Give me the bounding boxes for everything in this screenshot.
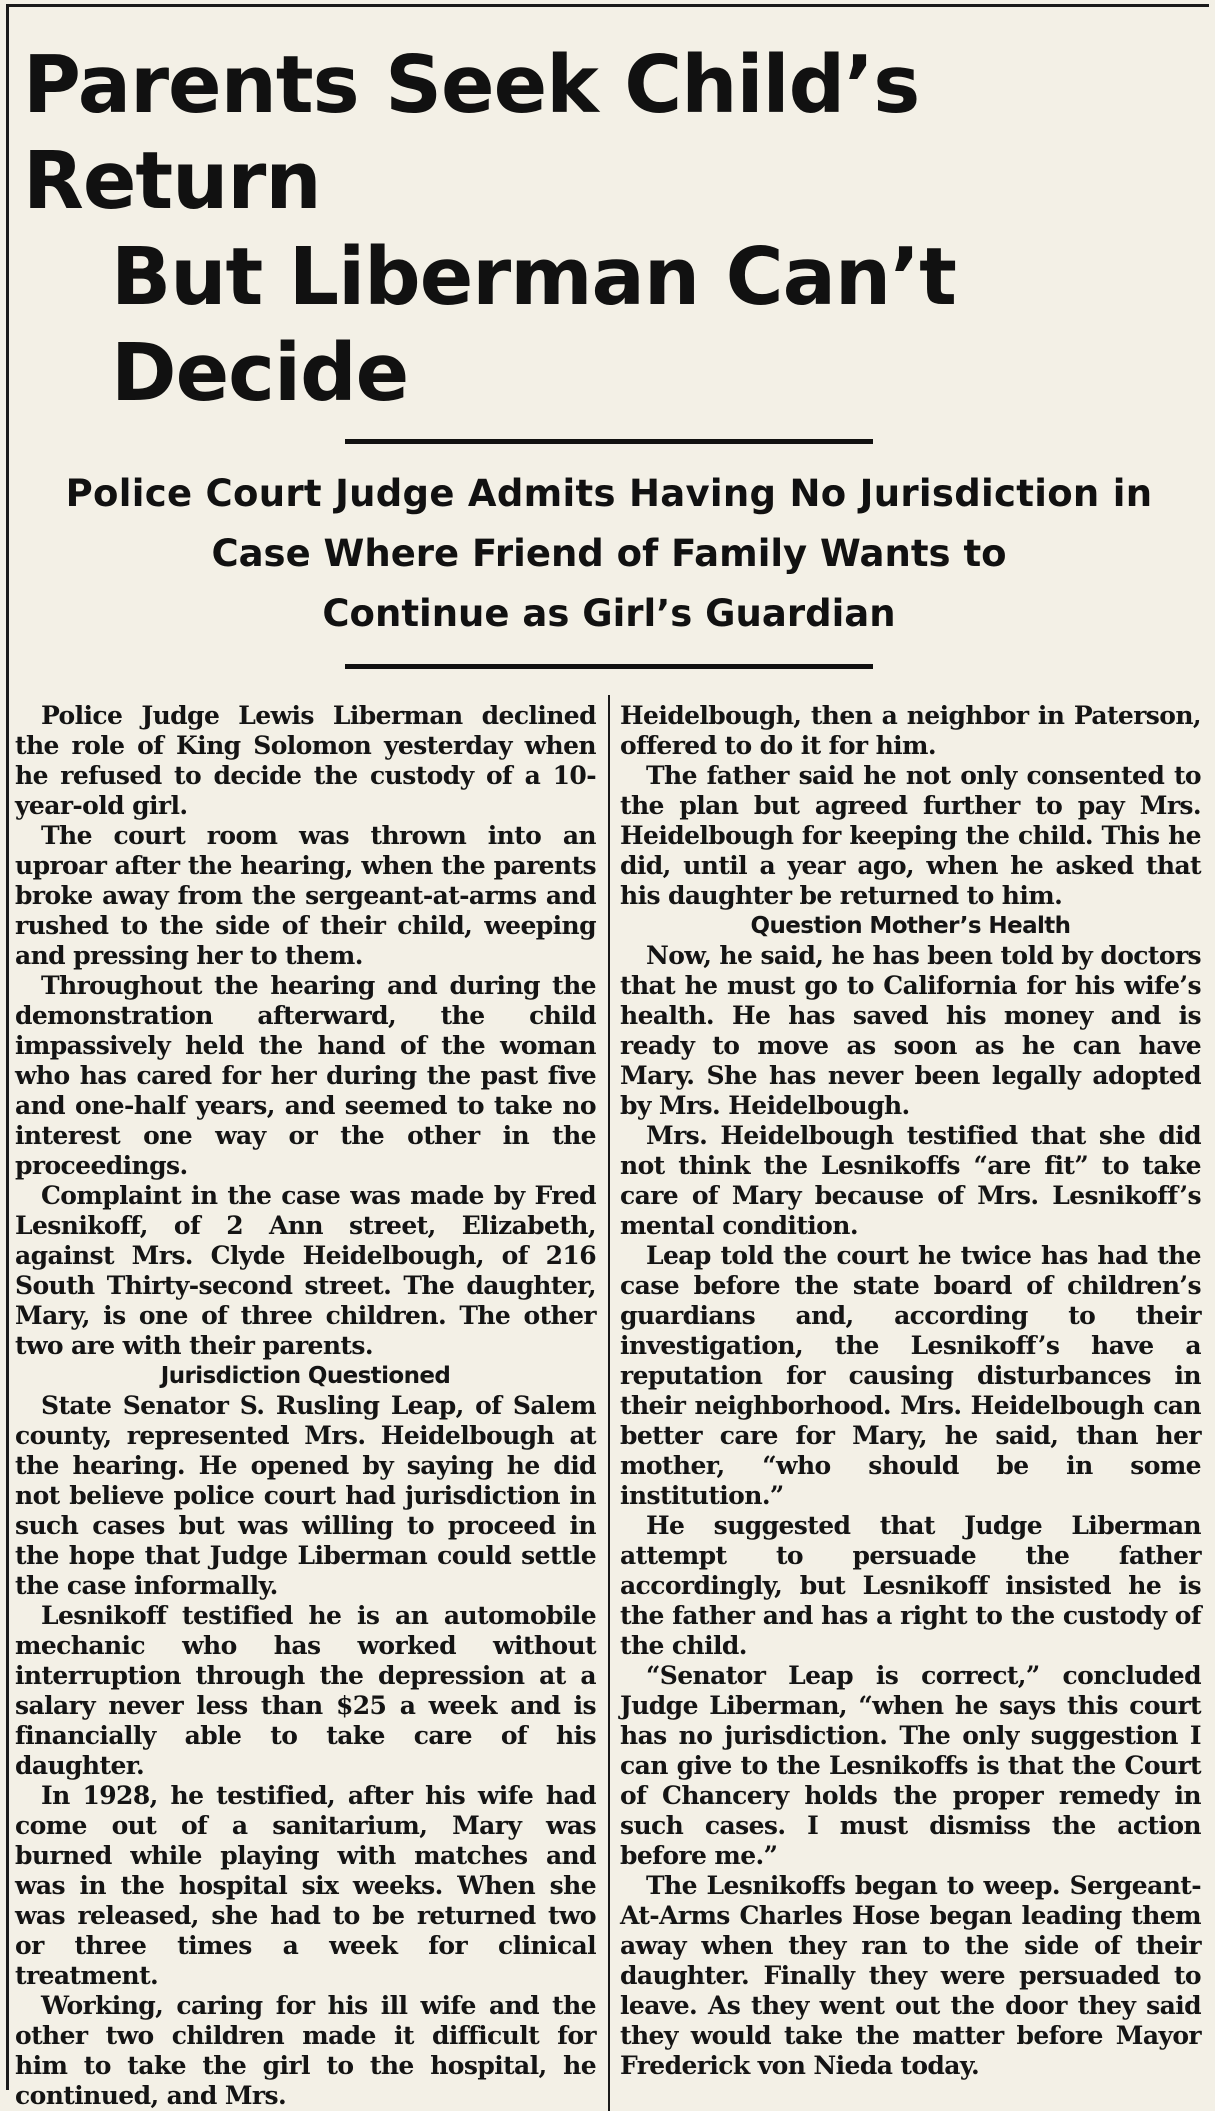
subhead-jurisdiction: Jurisdiction Questioned [160,1363,451,1389]
paragraph-continued: Heidelbough, then a neighbor in Paterson, offered to do it for him. [620,701,1201,760]
paragraph: Working, caring for his ill wife and the other two children made it difficult for him to take the girl to the hospital, he continued, and Mrs. [15,1991,596,2110]
paragraph: Police Judge Lewis Liberman declined the role of King Solomon yesterday when he refused to decide the custody of a 10-year-old girl. [15,701,596,820]
headline-line-1: Parents Seek Child’s Return [23,39,920,227]
deck-line-2: Case Where Friend of Family Wants to [211,532,1007,575]
paragraph: Leap told the court he twice has had the case before the state board of children’s guardians and, according to their investigation, the Lesnikoff’s have a reputation for causing disturbances in their neighborhood. Mrs. Heidelbough can better care for Mary, he said, than her mother, “who should be in some institution.” [620,1241,1201,1510]
right-column [610,687,1209,2111]
paragraph: Throughout the hearing and during the demonstration afterward, the child impassively held the hand of the woman who has cared for her during the past five and one-half years, and seemed to take no interest one way or the other in the proceedings. [15,971,596,1180]
newspaper-clipping [6,4,1209,2110]
subhead-mothers-health: Question Mother’s Health [750,913,1071,939]
paragraph: He suggested that Judge Liberman attempt to persuade the father accordingly, but Lesnikoff insisted he is the father and has a right to the custody of the child. [620,1511,1201,1660]
paragraph: Mrs. Heidelbough testified that she did not think the Lesnikoffs “are fit” to take care of Mary because of Mrs. Lesnikoff’s mental condition. [620,1121,1201,1240]
deck-divider [345,664,873,669]
headline [9,7,1209,421]
deck-subheadline [9,464,1209,644]
paragraph: “Senator Leap is correct,” concluded Judge Liberman, “when he says this court has no jurisdiction. The only suggestion I can give to the Lesnikoffs is that the Court of Chancery holds the proper remedy in such cases. I must dismiss the action before me.” [620,1661,1201,1870]
paragraph: In 1928, he testified, after his wife had come out of a sanitarium, Mary was burned while playing with matches and was in the hospital six weeks. When she was released, she had to be returned two or three times a week for clinical treatment. [15,1781,596,1990]
paragraph: Now, he said, he has been told by doctors that he must go to California for his wife’s health. He has saved his money and is ready to move as soon as he can have Mary. She has never been legally adopted by Mrs. Heidelbough. [620,941,1201,1120]
paragraph: The Lesnikoffs began to weep. Sergeant-At-Arms Charles Hose began leading them away when they ran to the side of their daughter. Finally they were persuaded to leave. As they went out the door they said they would take the matter before Mayor Frederick von Nieda today. [620,1871,1201,2080]
headline-line-2: But Liberman Can’t Decide [111,231,956,419]
paragraph: The court room was thrown into an uproar after the hearing, when the parents broke away from the sergeant-at-arms and rushed to the side of their child, weeping and pressing her to them. [15,821,596,970]
paragraph: State Senator S. Rusling Leap, of Salem county, represented Mrs. Heidelbough at the hearing. He opened by saying he did not believe police court had jurisdiction in such cases but was willing to proceed in the hope that Judge Liberman could settle the case informally. [15,1391,596,1600]
left-column [9,687,608,2111]
article-body [9,687,1209,2111]
deck-line-3: Continue as Girl’s Guardian [322,592,896,635]
paragraph: Complaint in the case was made by Fred Lesnikoff, of 2 Ann street, Elizabeth, against Mrs. Clyde Heidelbough, of 216 South Thirty-second street. The daughter, Mary, is one of three children. The other two are with their parents. [15,1181,596,1360]
deck-line-1: Police Court Judge Admits Having No Jurisdiction in [65,472,1153,515]
headline-divider [345,439,873,444]
paragraph: Lesnikoff testified he is an automobile mechanic who has worked without interruption through the depression at a salary never less than $25 a week and is financially able to take care of his daughter. [15,1601,596,1780]
paragraph: The father said he not only consented to the plan but agreed further to pay Mrs. Heidelbough for keeping the child. This he did, until a year ago, when he asked that his daughter be returned to him. [620,761,1201,910]
